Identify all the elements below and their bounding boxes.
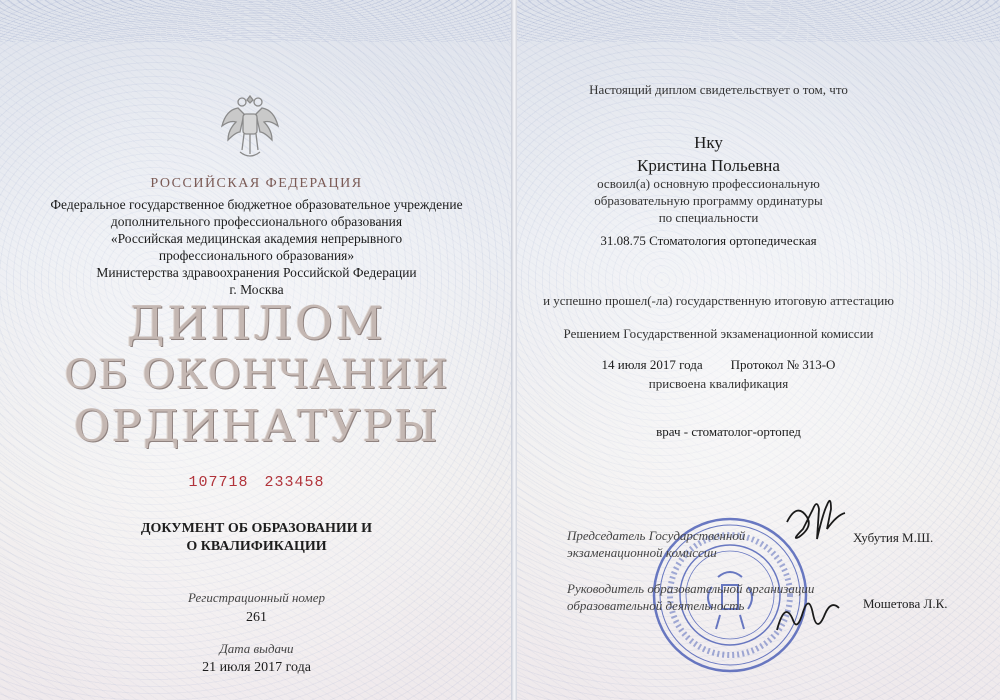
graduate-name: Кристина Польевна bbox=[637, 156, 780, 175]
graduate-surname: Нку bbox=[694, 133, 723, 152]
protocol-number: Протокол № 313-О bbox=[730, 357, 836, 372]
exam-date: 14 июля 2017 года bbox=[601, 357, 703, 372]
guilloche-border bbox=[517, 0, 1000, 42]
institution-line: дополнительного профессионального образования bbox=[110, 214, 403, 229]
qualification-label: присвоена квалификация bbox=[648, 376, 789, 391]
country-header: РОССИЙСКАЯ ФЕДЕРАЦИЯ bbox=[150, 176, 363, 191]
exam-date-protocol bbox=[517, 357, 960, 373]
chair-name: Хубутия М.Ш. bbox=[853, 530, 934, 545]
issue-date: 21 июля 2017 года bbox=[202, 660, 311, 675]
serial-number bbox=[0, 474, 513, 491]
registration-label: Регистрационный номер bbox=[188, 590, 325, 605]
institution-name bbox=[0, 196, 513, 298]
title-line: ОБ ОКОНЧАНИИ bbox=[64, 352, 449, 398]
chair-label-line: Председатель Государственной bbox=[567, 528, 746, 543]
attestation-text: и успешно прошел(-ла) государственную итоговую аттестацию bbox=[543, 293, 894, 308]
program-line: по специальности bbox=[658, 210, 759, 225]
diploma-right-page bbox=[517, 0, 1000, 700]
serial-series: 107718 bbox=[188, 474, 249, 491]
institution-line: «Российская медицинская академия непрерывного bbox=[110, 231, 403, 246]
registration-number: 261 bbox=[246, 610, 267, 625]
diploma-title bbox=[0, 296, 513, 454]
program-line: образовательную программу ординатуры bbox=[594, 193, 823, 208]
qualification: врач - стоматолог-ортопед bbox=[656, 424, 801, 439]
institution-line: профессионального образования» bbox=[158, 248, 355, 263]
chair-signature-label bbox=[567, 527, 745, 561]
program-text bbox=[517, 175, 950, 226]
title-line: ДИПЛОМ bbox=[127, 296, 386, 350]
program-line: освоил(а) основную профессиональную bbox=[597, 176, 820, 191]
specialty: 31.08.75 Стоматология ортопедическая bbox=[600, 233, 817, 248]
certifies-text: Настоящий диплом свидетельствует о том, что bbox=[589, 82, 848, 97]
head-label-line: Руководитель образовательной организации bbox=[567, 581, 815, 596]
head-name: Мошетова Л.К. bbox=[863, 596, 948, 611]
commission-decision: Решением Государственной экзаменационной комиссии bbox=[563, 326, 874, 341]
institution-line: Министерства здравоохранения Российской Федерации bbox=[96, 265, 417, 280]
title-line: ОРДИНАТУРЫ bbox=[73, 401, 440, 452]
guilloche-border bbox=[0, 0, 513, 42]
serial-digits: 233458 bbox=[264, 474, 325, 491]
document-type-line: О КВАЛИФИКАЦИИ bbox=[186, 539, 327, 554]
coat-of-arms-emblem bbox=[218, 92, 282, 164]
institution-line: г. Москва bbox=[229, 282, 284, 297]
document-type-line: ДОКУМЕНТ ОБ ОБРАЗОВАНИИ И bbox=[140, 521, 373, 536]
head-label-line: образовательной деятельность bbox=[567, 598, 745, 613]
issue-date-label: Дата выдачи bbox=[219, 641, 294, 656]
head-signature bbox=[767, 580, 857, 640]
institution-line: Федеральное государственное бюджетное образовательное учреждение bbox=[50, 197, 463, 212]
chair-signature bbox=[767, 482, 867, 552]
chair-label-line: экзаменационной комиссии bbox=[567, 545, 717, 560]
document-type bbox=[0, 520, 513, 556]
